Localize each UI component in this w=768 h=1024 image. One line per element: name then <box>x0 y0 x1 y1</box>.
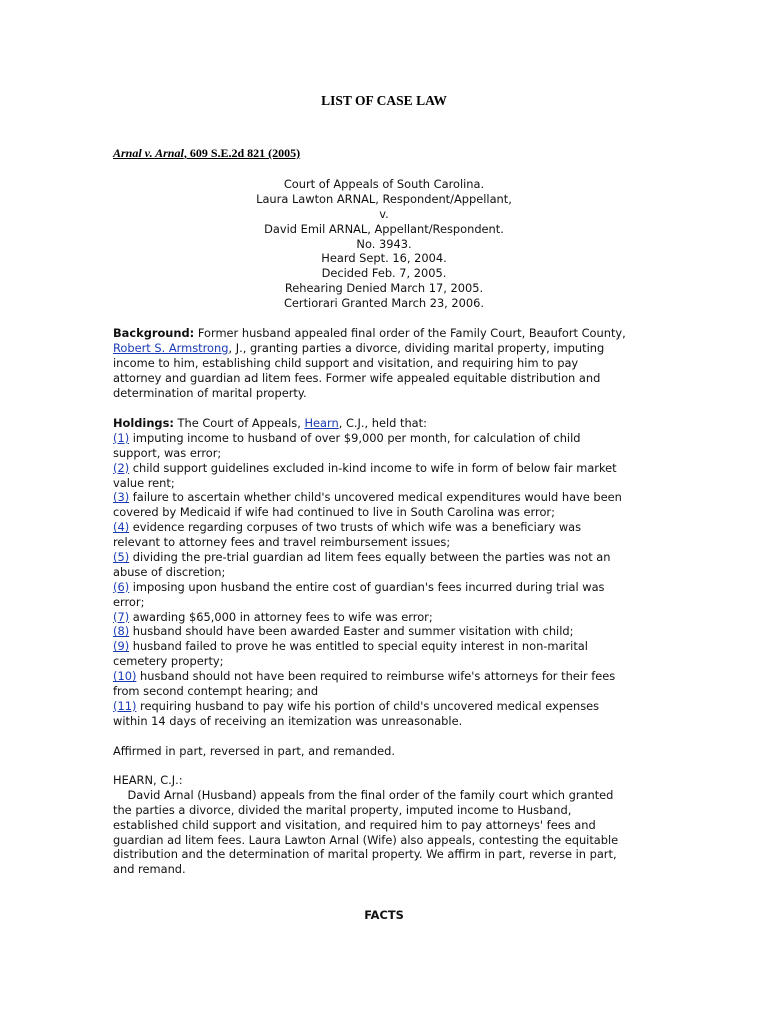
court-info-block <box>0 177 768 311</box>
holding-item <box>113 624 658 639</box>
holding-number-link[interactable]: (4) <box>113 520 130 535</box>
holding-text: husband should not have been required to reimburse wife's attorneys for their fees <box>136 669 616 684</box>
holdings-intro: , C.J., held that: <box>338 416 427 430</box>
holding-item <box>113 580 658 595</box>
holding-number-link[interactable]: (5) <box>113 550 130 565</box>
holding-number-link[interactable]: (9) <box>113 639 130 654</box>
disposition: Affirmed in part, reversed in part, and remanded. <box>113 744 395 758</box>
case-number: No. 3943. <box>356 236 412 251</box>
opinion-text: distribution and the determination of marital property. We affirm in part, reverse in part, <box>113 847 617 862</box>
citation-reporter: , 609 S.E.2d 821 (2005) <box>183 146 301 160</box>
holding-item <box>113 490 658 505</box>
holding-number-link[interactable]: (3) <box>113 490 130 505</box>
holding-text: value rent; <box>113 475 175 490</box>
holding-text: relevant to attorney fees and travel reimbursement issues; <box>113 535 451 550</box>
opinion-author: HEARN, C.J.: <box>113 773 183 787</box>
versus: v. <box>379 206 389 221</box>
holdings-section <box>113 416 658 729</box>
case-citation <box>113 146 300 161</box>
holding-text: abuse of discretion; <box>113 564 226 579</box>
judge-link[interactable]: Robert S. Armstrong <box>113 340 229 355</box>
opinion-text: established child support and visitation, and required him to pay attorneys' fees and <box>113 817 596 832</box>
holding-number-link[interactable]: (1) <box>113 430 130 445</box>
opinion-section <box>113 773 658 877</box>
opinion-text: guardian ad litem fees. Laura Lawton Arnal (Wife) also appeals, contesting the equitable <box>113 832 619 847</box>
party-respondent: Laura Lawton ARNAL, Respondent/Appellant, <box>256 191 512 206</box>
court-name: Court of Appeals of South Carolina. <box>283 177 485 191</box>
background-label: Background: <box>113 326 195 340</box>
holding-text: husband should have been awarded Easter and summer visitation with child; <box>129 624 574 639</box>
holding-text: failure to ascertain whether child's uncovered medical expenditures would have been <box>129 490 622 505</box>
party-appellant: David Emil ARNAL, Appellant/Respondent. <box>264 221 504 236</box>
holding-text: requiring husband to pay wife his portion of child's uncovered medical expenses <box>136 698 600 713</box>
holding-number-link[interactable]: (8) <box>113 624 130 639</box>
certiorari-date: Certiorari Granted March 23, 2006. <box>283 296 485 311</box>
holding-text: cemetery property; <box>113 654 224 669</box>
holding-text: within 14 days of receiving an itemization was unreasonable. <box>113 713 463 728</box>
holding-item <box>113 520 658 535</box>
holding-text: dividing the pre-trial guardian ad litem fees equally between the parties was not an <box>129 550 611 565</box>
holding-item <box>113 550 658 565</box>
holdings-intro: The Court of Appeals, <box>173 416 305 430</box>
holding-text: support, was error; <box>113 445 222 460</box>
holding-text: child support guidelines excluded in-kind income to wife in form of below fair market <box>129 460 617 475</box>
opinion-text: the parties a divorce, divided the marital property, imputed income to Husband, <box>113 802 572 817</box>
section-heading-facts: FACTS <box>364 908 404 922</box>
background-text: income to him, establishing child support and visitation, and requiring him to pay <box>113 355 579 370</box>
holding-number-link[interactable]: (11) <box>113 698 137 713</box>
holdings-label: Holdings: <box>113 416 174 430</box>
holding-text: evidence regarding corpuses of two trusts of which wife was a beneficiary was <box>129 520 582 535</box>
holding-text: husband failed to prove he was entitled to special equity interest in non-marital <box>129 639 588 654</box>
holding-item <box>113 431 658 446</box>
holding-number-link[interactable]: (7) <box>113 609 130 624</box>
holding-text: covered by Medicaid if wife had continued to live in South Carolina was error; <box>113 505 555 520</box>
holding-item <box>113 610 658 625</box>
holding-text: error; <box>113 594 145 609</box>
holding-number-link[interactable]: (10) <box>113 669 137 684</box>
case-name: Arnal v. Arnal <box>113 146 184 160</box>
background-text: attorney and guardian ad litem fees. Former wife appealed equitable distribution and <box>113 370 601 385</box>
holding-item <box>113 669 658 684</box>
hearn-link[interactable]: Hearn <box>304 416 339 430</box>
holding-number-link[interactable]: (6) <box>113 579 130 594</box>
opinion-text: David Arnal (Husband) appeals from the final order of the family court which granted <box>113 787 614 802</box>
holding-text: imposing upon husband the entire cost of guardian's fees incurred during trial was <box>129 579 605 594</box>
opinion-text: and remand. <box>113 862 186 877</box>
holding-item <box>113 461 658 476</box>
holding-item <box>113 699 658 714</box>
background-text: Former husband appealed final order of the Family Court, Beaufort County, <box>194 326 626 340</box>
holding-text: awarding $65,000 in attorney fees to wife was error; <box>129 609 433 624</box>
background-text: , J., granting parties a divorce, dividing marital property, imputing <box>228 340 605 355</box>
heard-date: Heard Sept. 16, 2004. <box>321 251 447 266</box>
decided-date: Decided Feb. 7, 2005. <box>321 266 447 281</box>
holding-item <box>113 639 658 654</box>
holding-text: from second contempt hearing; and <box>113 684 319 699</box>
background-section <box>113 326 658 400</box>
holding-text: imputing income to husband of over $9,000 per month, for calculation of child <box>129 430 581 445</box>
holding-number-link[interactable]: (2) <box>113 460 130 475</box>
rehearing-date: Rehearing Denied March 17, 2005. <box>284 281 484 296</box>
background-text: determination of marital property. <box>113 385 307 400</box>
page-title: LIST OF CASE LAW <box>321 93 447 108</box>
